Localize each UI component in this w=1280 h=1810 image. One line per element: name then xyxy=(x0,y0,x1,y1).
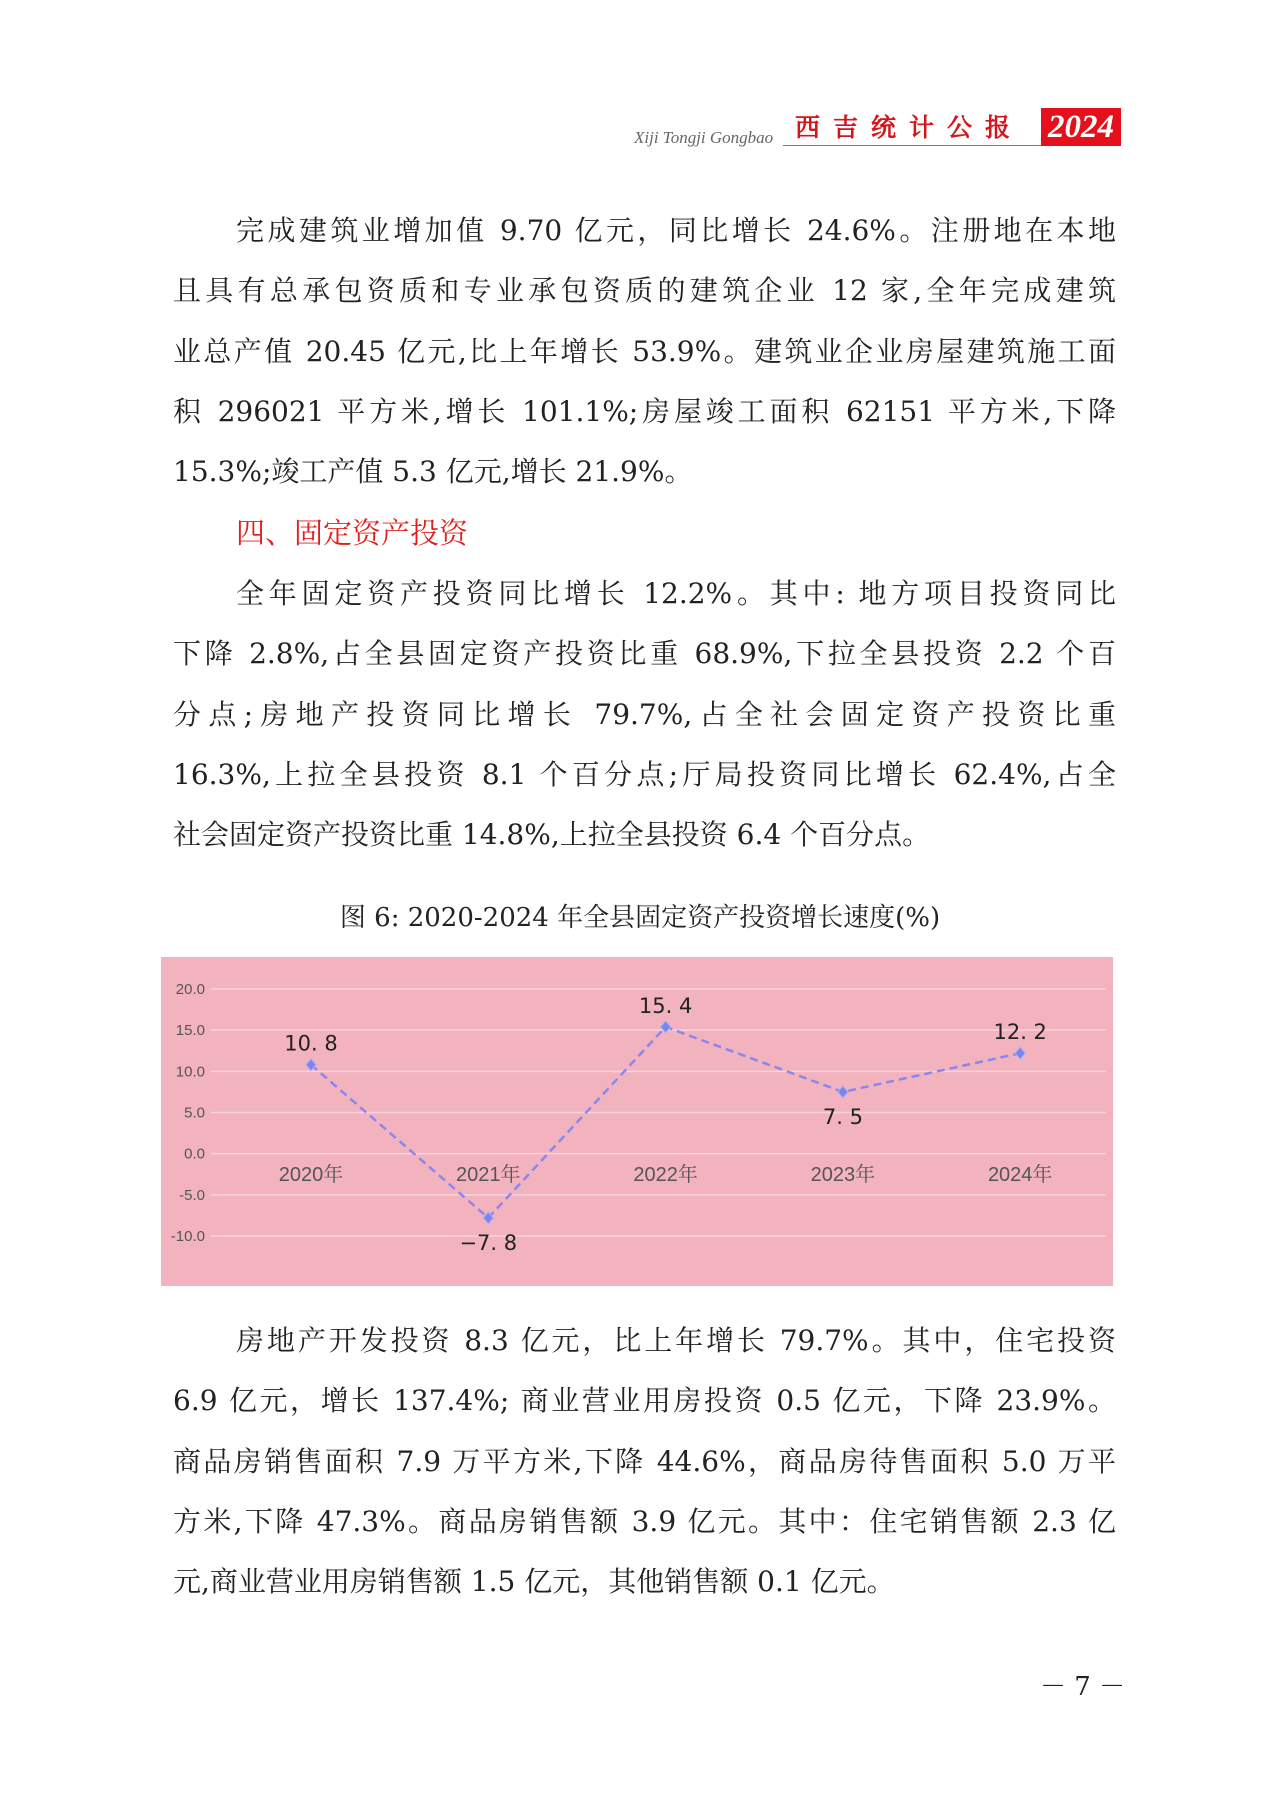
text-line: 社会固定资产投资比重 14.8%,上拉全县投资 6.4 个百分点。 xyxy=(173,818,931,852)
x-category-label: 2022年 xyxy=(633,1163,698,1186)
y-tick-label: 5.0 xyxy=(184,1104,205,1122)
header-year-badge: 2024 xyxy=(1041,108,1121,146)
x-category-label: 2021年 xyxy=(456,1163,521,1186)
y-tick-label: -10.0 xyxy=(170,1228,205,1245)
x-category-label: 2023年 xyxy=(810,1163,876,1186)
text-line: 元,商业营业用房销售额 1.5 亿元，其他销售额 0.1 亿元。 xyxy=(173,1565,895,1599)
page-number: － 7 － xyxy=(1040,1672,1126,1702)
text-line: 积 296021 平方米,增长 101.1%;房屋竣工面积 62151 平方米,下降 xyxy=(173,394,1116,428)
text-line: 方米,下降 47.3%。商品房销售额 3.9 亿元。其中：住宅销售额 2.3 亿 xyxy=(173,1504,1116,1538)
chart-title: 图 6: 2020-2024 年全县固定资产投资增长速度(%) xyxy=(339,903,941,933)
text-line: 商品房销售面积 7.9 万平方米,下降 44.6%，商品房待售面积 5.0 万平 xyxy=(173,1444,1116,1478)
data-label: 12. 2 xyxy=(993,1020,1047,1045)
text-line: 6.9 亿元，增长 137.4%; 商业营业用房投资 0.5 亿元，下降 23.9%。 xyxy=(173,1384,1116,1418)
text-line: 房地产开发投资 8.3 亿元，比上年增长 79.7%。其中，住宅投资 xyxy=(236,1324,1116,1357)
text-line: 下降 2.8%,占全县固定资产投资比重 68.9%,下拉全县投资 2.2 个百 xyxy=(173,637,1116,671)
text-line: 15.3%;竣工产值 5.3 亿元,增长 21.9%。 xyxy=(173,455,693,489)
section-heading: 四、固定资产投资 xyxy=(236,516,469,550)
data-label: −7. 8 xyxy=(459,1230,518,1255)
line-chart xyxy=(161,957,1113,1286)
text-line: 完成建筑业增加值 9.70 亿元，同比增长 24.6%。注册地在本地 xyxy=(236,214,1116,247)
text-line: 全年固定资产投资同比增长 12.2%。其中: 地方项目投资同比 xyxy=(236,577,1116,610)
data-label: 7. 5 xyxy=(822,1104,863,1129)
y-tick-label: 0.0 xyxy=(184,1145,205,1163)
y-tick-label: 10.0 xyxy=(175,1063,205,1081)
text-line: 16.3%,上拉全县投资 8.1 个百分点;厅局投资同比增长 62.4%,占全 xyxy=(173,757,1116,791)
data-label: 15. 4 xyxy=(638,993,693,1018)
text-line: 且具有总承包资质和专业承包资质的建筑企业 12 家,全年完成建筑 xyxy=(173,274,1116,308)
x-category-label: 2024年 xyxy=(987,1163,1053,1186)
text-line: 业总产值 20.45 亿元,比上年增长 53.9%。建筑业企业房屋建筑施工面 xyxy=(173,334,1116,368)
header-rule xyxy=(783,145,1041,146)
text-line: 分点;房地产投资同比增长 79.7%,占全社会固定资产投资比重 xyxy=(173,697,1116,731)
header-chinese-title: 西吉统计公报 xyxy=(795,113,1024,142)
y-tick-label: -5.0 xyxy=(179,1186,205,1204)
y-tick-label: 15.0 xyxy=(175,1022,205,1040)
header-english-title: Xiji Tongji Gongbao xyxy=(634,128,774,147)
y-tick-label: 20.0 xyxy=(175,981,205,998)
data-label: 10. 8 xyxy=(284,1031,338,1056)
x-category-label: 2020年 xyxy=(278,1163,344,1186)
